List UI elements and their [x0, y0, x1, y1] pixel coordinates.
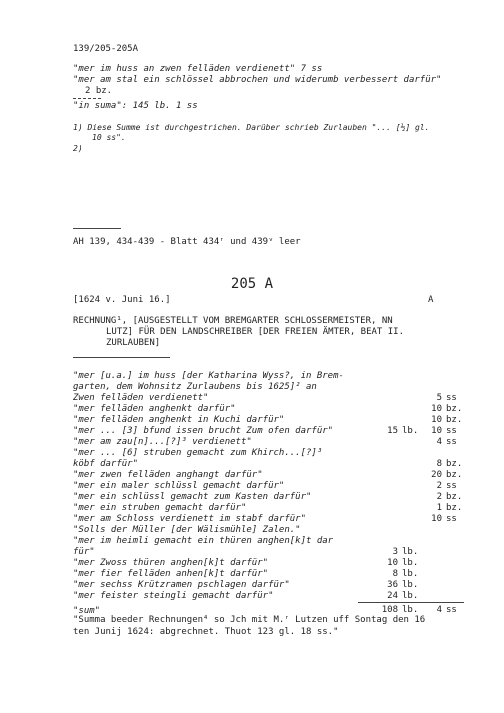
amount-ss	[422, 558, 442, 569]
amount-ss	[422, 371, 442, 382]
divider	[73, 357, 170, 358]
unit-lb	[398, 503, 422, 514]
amount-lb	[358, 536, 398, 547]
amount-ss: 2	[436, 481, 442, 491]
text-line: "in suma": 145 lb. 1 ss	[73, 101, 198, 111]
amount-ss: 10	[431, 514, 442, 524]
entry-description: "mer [u.a.] im huss [der Katharina Wyss?, in Brem-	[73, 371, 344, 381]
entry-description: Zwen felläden verdienett"	[73, 393, 209, 403]
entry-description: "sum"	[73, 605, 101, 616]
unit-lb: lb.	[402, 591, 419, 601]
table-row	[73, 558, 464, 569]
table-row	[73, 547, 464, 558]
unit-ss	[442, 536, 464, 547]
unit-lb	[398, 536, 422, 547]
unit-lb	[398, 514, 422, 525]
unit-ss: ss	[446, 437, 457, 447]
amount-lb	[358, 459, 398, 470]
unit-lb	[398, 415, 422, 426]
table-row	[73, 415, 464, 426]
text-line: "mer am stal ein schlössel abbrochen und widerumb verbessert darfür"	[73, 75, 442, 85]
amount-lb	[358, 492, 398, 503]
amount-lb	[358, 382, 398, 393]
amount-ss: 5	[436, 393, 442, 403]
unit-ss: ss	[446, 426, 457, 436]
unit-lb	[398, 393, 422, 404]
amount-lb: 24	[387, 591, 398, 601]
amount-lb	[358, 481, 398, 492]
entry-description: "mer ... [6] struben gemacht zum Khirch...[?]³	[73, 448, 323, 458]
amount-ss	[422, 448, 442, 459]
amount-ss: 4	[422, 603, 442, 617]
amount-ss	[422, 547, 442, 558]
entry-description: für"	[73, 547, 95, 557]
entry-description: "mer im heimli gemacht ein thüren anghen[k]t dar	[73, 536, 334, 546]
unit-ss: bz.	[446, 503, 463, 513]
amount-ss: 20	[431, 470, 442, 480]
amount-ss: 8	[436, 459, 442, 469]
table-row	[73, 382, 464, 393]
amount-lb	[358, 503, 398, 514]
unit-ss	[442, 580, 464, 591]
unit-ss: bz.	[446, 459, 463, 469]
unit-lb	[398, 371, 422, 382]
table-row	[73, 459, 464, 470]
entry-description: "mer ein struben gemacht darfür"	[73, 503, 247, 513]
amount-ss: 10	[431, 426, 442, 436]
unit-ss: ss	[446, 393, 457, 403]
unit-ss: ss	[446, 514, 457, 524]
footnote: 1) Diese Summe ist durchgestrichen. Darüber schrieb Zurlauben "... [½] gl.	[73, 123, 430, 132]
divider	[73, 228, 121, 229]
account-table	[73, 371, 464, 617]
unit-ss	[442, 569, 464, 580]
amount-ss: 1	[436, 503, 442, 513]
unit-lb	[398, 448, 422, 459]
footnote: 2)	[73, 144, 83, 153]
unit-ss	[442, 382, 464, 393]
entry-description: "mer feister steingli gemacht darfür"	[73, 591, 274, 601]
entry-description: "mer am Schloss verdienett im stabf darfür"	[73, 514, 306, 524]
table-row	[73, 404, 464, 415]
amount-ss	[422, 536, 442, 547]
amount-lb	[358, 514, 398, 525]
amount-lb	[358, 393, 398, 404]
unit-ss	[442, 525, 464, 536]
entry-description: "mer ein maler schlüssl gemacht darfür"	[73, 481, 285, 491]
unit-lb	[398, 404, 422, 415]
unit-ss	[442, 448, 464, 459]
amount-lb	[358, 437, 398, 448]
amount-lb	[358, 371, 398, 382]
table-row	[73, 448, 464, 459]
amount-ss: 10	[431, 404, 442, 414]
amount-lb	[358, 525, 398, 536]
table-row	[73, 514, 464, 525]
footer-line: ten Junij 1624: abgrechnet. Thuot 123 gl. 18 ss."	[73, 627, 339, 637]
table-row	[73, 492, 464, 503]
unit-lb	[398, 525, 422, 536]
unit-ss: ss	[442, 603, 464, 617]
amount-lb: 15	[387, 426, 398, 436]
table-row	[73, 525, 464, 536]
entry-description: "mer ... [3] bfund issen brucht Zum ofen darfür"	[73, 426, 334, 436]
amount-ss: 2	[436, 492, 442, 502]
amount-lb	[358, 470, 398, 481]
text-line: "mer im huss an zwen felläden verdienett" 7 ss	[73, 64, 323, 74]
unit-ss: ss	[446, 481, 457, 491]
unit-ss: bz.	[446, 470, 463, 480]
table-row	[73, 536, 464, 547]
amount-ss: 4	[436, 437, 442, 447]
table-row	[73, 426, 464, 437]
table-row	[73, 503, 464, 514]
page-reference: 139/205-205A	[73, 44, 139, 54]
entry-description: "mer Zwoss thüren anghen[k]t darfür"	[73, 558, 269, 568]
unit-ss	[442, 558, 464, 569]
amount-lb: 36	[387, 580, 398, 590]
table-row	[73, 470, 464, 481]
entry-description: "mer fier felläden anhen[k]t darfür"	[73, 569, 269, 579]
amount-lb	[358, 415, 398, 426]
entry-description: "mer felläden anghenkt in Kuchi darfür"	[73, 415, 285, 425]
amount-ss	[422, 591, 442, 603]
heading-line: LUTZ] FÜR DEN LANDSCHREIBER [DER FREIEN ÄMTER, BEAT II.	[106, 327, 405, 337]
date-line: [1624 v. Juni 16.]	[73, 295, 171, 305]
footer-line: "Summa beeder Rechnungen⁴ so Jch mit M.ʳ Lutzen uff Sontag den 16	[73, 615, 426, 625]
unit-lb: lb.	[402, 580, 419, 590]
unit-lb: lb.	[402, 426, 419, 436]
unit-ss: bz.	[446, 415, 463, 425]
blatt-note: AH 139, 434-439 - Blatt 434ʳ und 439ᵛ leer	[73, 237, 301, 247]
amount-lb	[358, 448, 398, 459]
footnote: 10 ss".	[92, 133, 126, 142]
amount-ss	[422, 525, 442, 536]
table-row	[73, 437, 464, 448]
amount-lb: 10	[387, 558, 398, 568]
unit-lb: lb.	[402, 558, 419, 568]
unit-ss	[442, 371, 464, 382]
unit-lb	[398, 492, 422, 503]
divider	[73, 98, 101, 99]
amount-lb: 8	[392, 569, 398, 579]
unit-lb	[398, 459, 422, 470]
unit-lb: lb.	[398, 603, 422, 617]
entry-description: "mer ein schlüssl gemacht zum Kasten darfür"	[73, 492, 312, 502]
text-line: 2 bz.	[85, 86, 113, 96]
amount-lb	[358, 404, 398, 415]
table-row	[73, 481, 464, 492]
entry-description: "mer sechss Krützramen pschlagen darfür"	[73, 580, 290, 590]
entry-description: köbf darfür"	[73, 459, 139, 469]
footer-text	[73, 614, 425, 638]
section-marker: A	[428, 295, 434, 305]
table-row	[73, 569, 464, 580]
unit-lb: lb.	[402, 569, 419, 579]
amount-ss	[422, 569, 442, 580]
unit-lb	[398, 437, 422, 448]
amount-lb: 3	[392, 547, 398, 557]
entry-description: "Solls der Müller [der Wälismühle] Zalen."	[73, 525, 301, 535]
heading-line: RECHNUNG¹, [AUSGESTELLT VOM BREMGARTER SCHLOSSERMEISTER, NN	[73, 316, 393, 326]
heading-line: ZURLAUBEN]	[106, 338, 161, 348]
table-row	[73, 371, 464, 382]
section-title: 205 A	[230, 276, 274, 292]
entry-description: garten, dem Wohnsitz Zurlaubens bis 1625]² an	[73, 382, 317, 392]
unit-ss: bz.	[446, 404, 463, 414]
unit-lb: lb.	[402, 547, 419, 557]
unit-ss: bz.	[446, 492, 463, 502]
amount-ss	[422, 382, 442, 393]
unit-lb	[398, 481, 422, 492]
entry-description: "mer felläden anghenkt darfür"	[73, 404, 236, 414]
table-row	[73, 591, 464, 603]
entry-description: "mer am zau[n]...[?]³ verdienett"	[73, 437, 252, 447]
amount-ss: 10	[431, 415, 442, 425]
amount-ss	[422, 580, 442, 591]
unit-ss	[442, 591, 464, 603]
table-row	[73, 580, 464, 591]
unit-lb	[398, 382, 422, 393]
entry-description: "mer zwen felläden anghangt darfür"	[73, 470, 263, 480]
unit-lb	[398, 470, 422, 481]
unit-ss	[442, 547, 464, 558]
amount-lb: 108	[358, 603, 398, 617]
table-row	[73, 393, 464, 404]
